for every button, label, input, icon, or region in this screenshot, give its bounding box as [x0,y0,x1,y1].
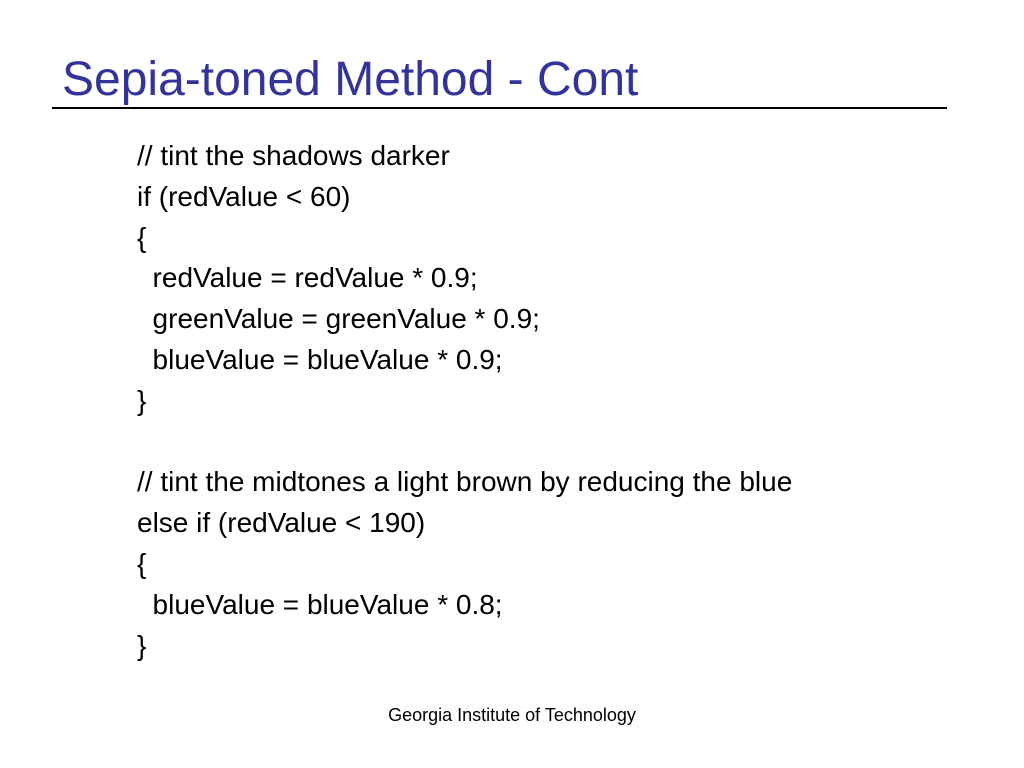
code-line-blank [137,422,792,463]
code-line-comment-shadows: // tint the shadows darker [137,140,450,171]
code-line-if-condition: if (redValue < 60) [137,180,351,212]
code-line-else-if-condition: else if (redValue < 190) [137,507,426,539]
code-line-close-brace: } [137,629,147,661]
footer-institution: Georgia Institute of Technology [388,705,636,725]
code-line-blue-assignment: blueValue = blueValue * 0.8; [137,588,503,620]
code-line-green-assignment: greenValue = greenValue * 0.9; [137,303,540,335]
code-line-open-brace: { [137,547,147,579]
code-block [137,136,792,666]
code-line-close-brace: } [137,384,147,416]
title-underline [52,107,947,109]
slide-title: Sepia-toned Method - Cont [62,53,639,106]
code-line-red-assignment: redValue = redValue * 0.9; [137,262,478,294]
code-line-comment-midtones: // tint the midtones a light brown by reducing the blue [137,466,793,498]
code-line-open-brace: { [137,221,147,253]
code-line-blue-assignment: blueValue = blueValue * 0.9; [137,343,503,375]
